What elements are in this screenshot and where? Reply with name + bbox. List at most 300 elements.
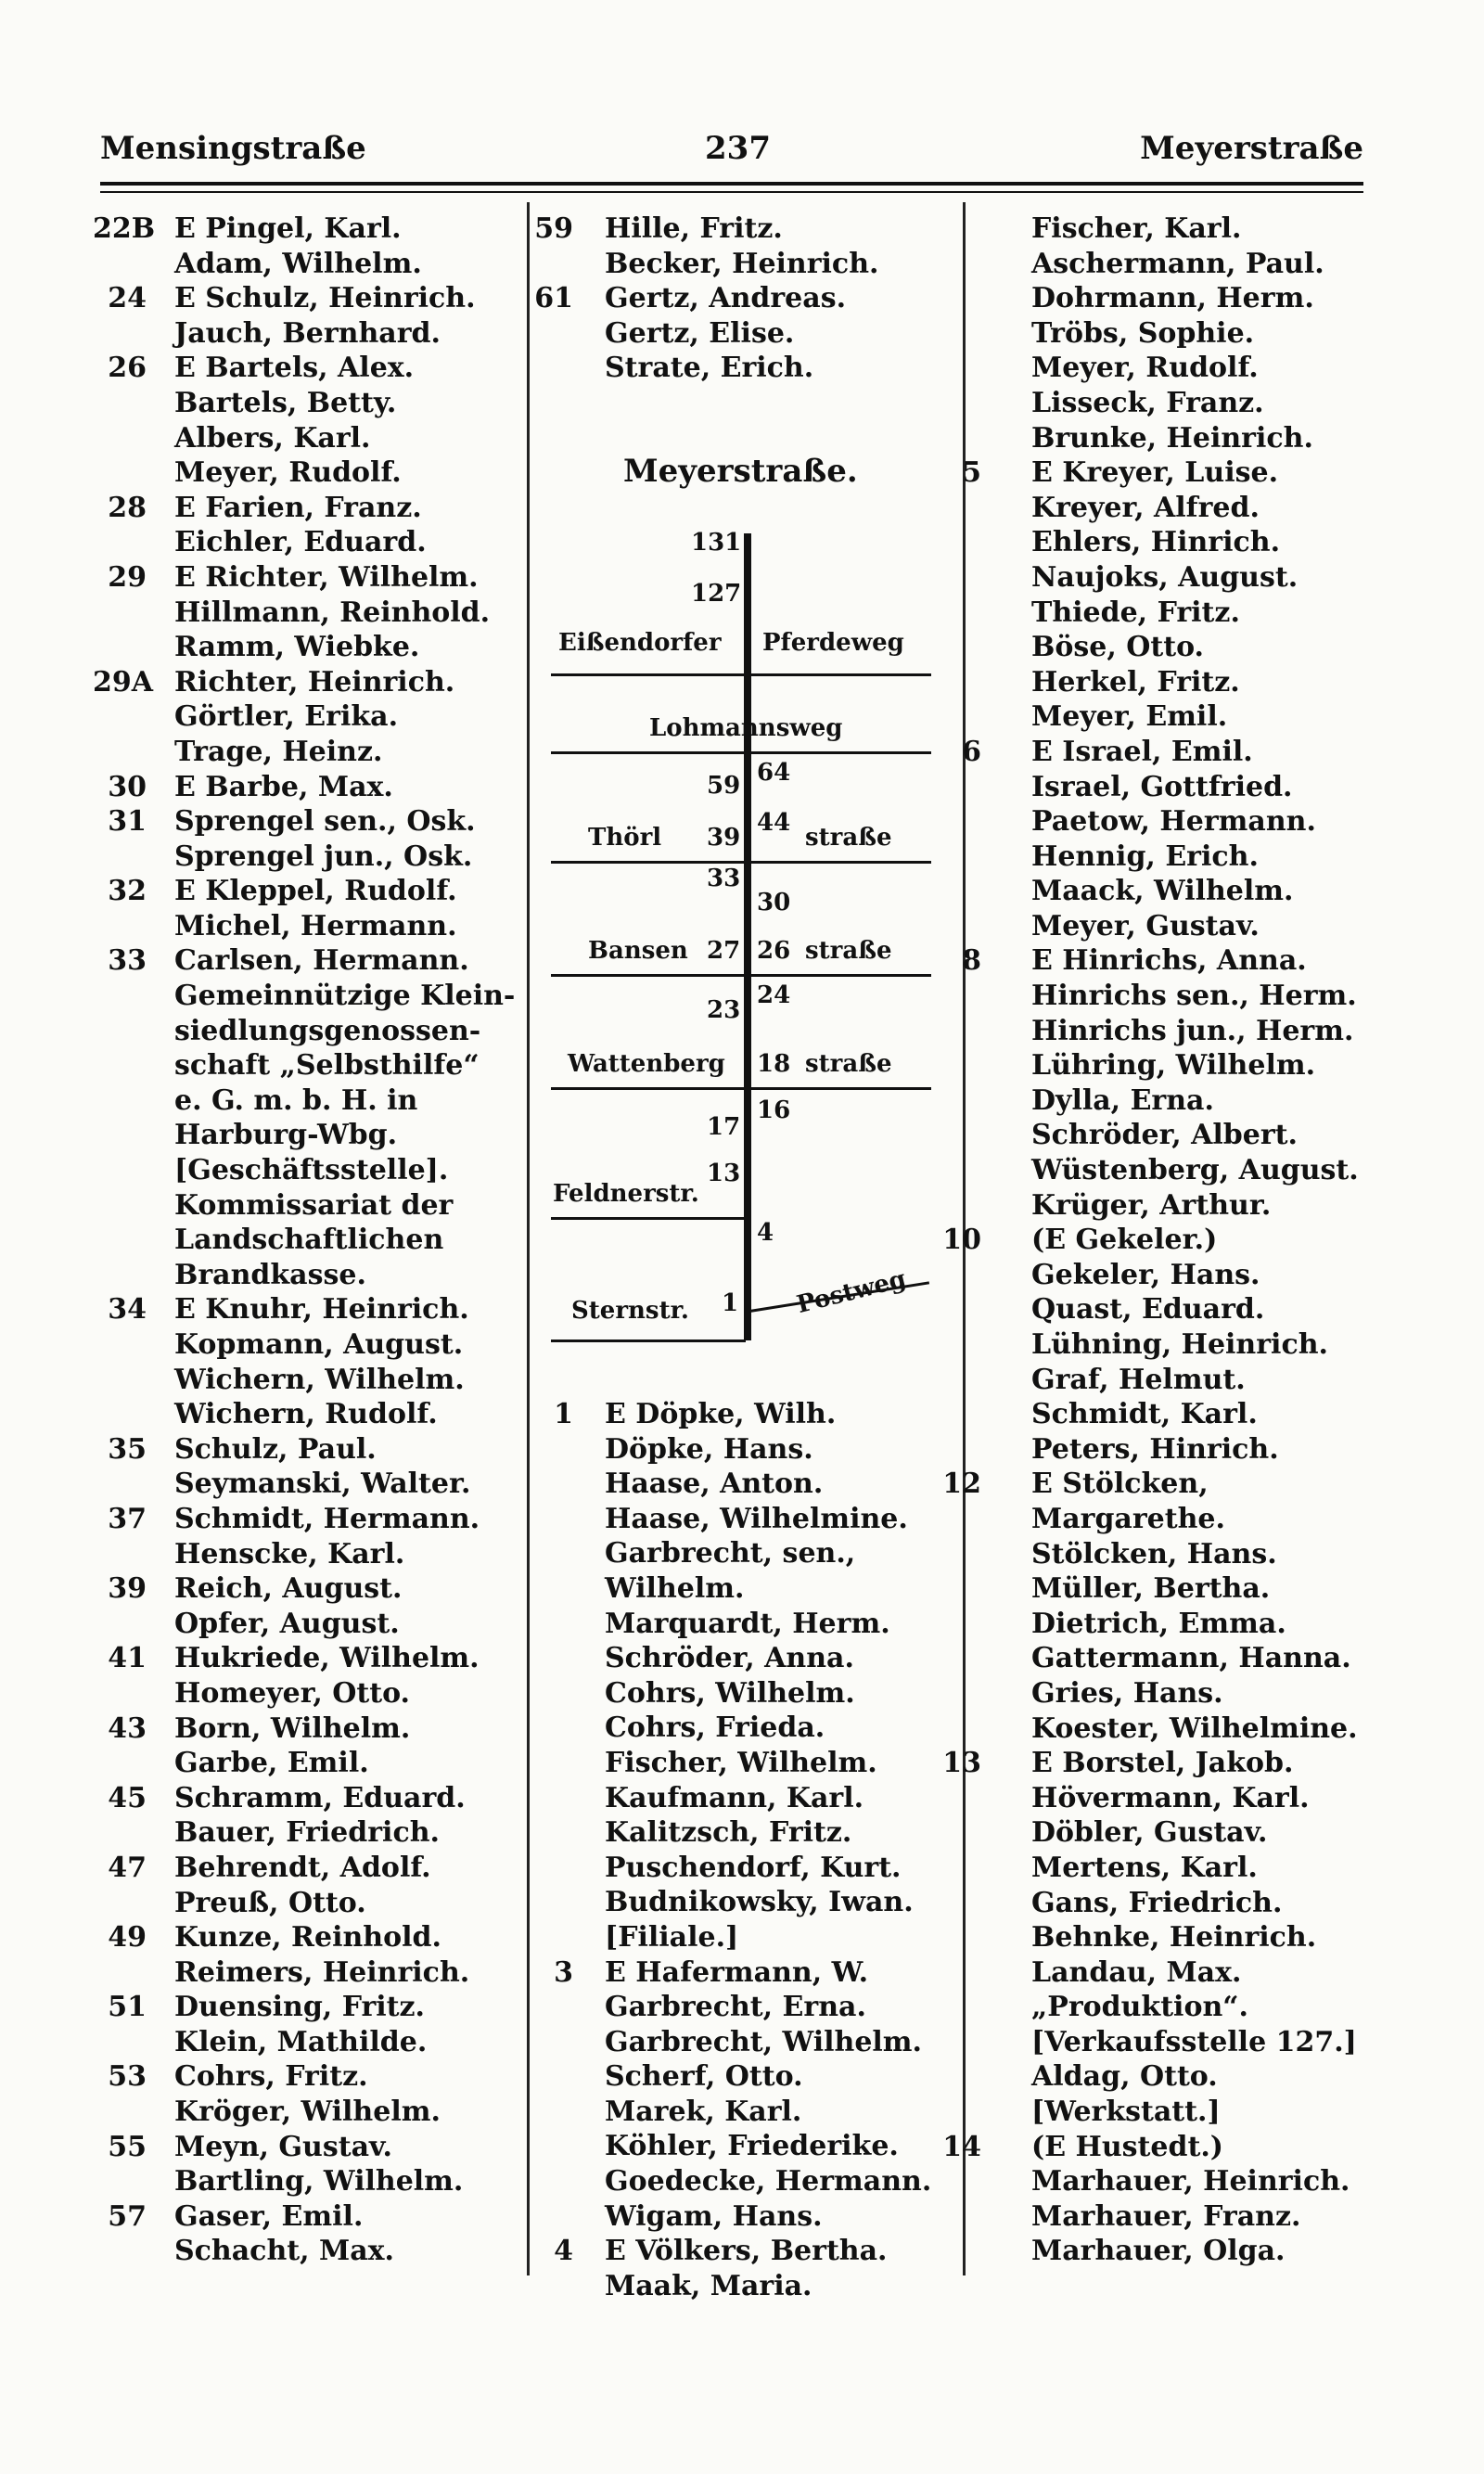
resident-name: Born, Wilhelm. [174,1711,411,1745]
header-left-street: Mensingstraße [100,130,366,167]
resident-name: Kopmann, August. [174,1328,464,1361]
resident-name: Herkel, Fritz. [1031,665,1240,699]
resident-name: Böse, Otto. [1031,631,1205,664]
cross-street-line [551,974,931,977]
resident-name: E Knuhr, Heinrich. [174,1293,469,1327]
resident-name: Landau, Max. [1031,1955,1242,1989]
directory-entry [928,1571,1391,1607]
cross-street-line [551,751,931,754]
resident-name: Bauer, Friedrich. [174,1816,440,1850]
street-title: Meyerstraße. [623,453,858,490]
house-number: 53 [108,2060,147,2094]
directory-entry [928,1363,1391,1398]
directory-entry [928,1223,1391,1258]
directory-entry [928,316,1391,352]
directory-entry [93,281,529,316]
resident-name: Cohrs, Fritz. [174,2060,368,2094]
house-number: 32 [108,875,147,908]
resident-name: Dohrmann, Herm. [1031,282,1314,315]
directory-entry [519,1397,965,1432]
resident-name: Krüger, Arthur. [1031,1188,1272,1222]
header-rule-thin [100,191,1363,193]
resident-name: E Döpke, Wilh. [605,1398,837,1430]
resident-name: Ramm, Wiebke. [174,631,420,664]
directory-entry [93,1258,529,1293]
directory-entry [928,1851,1391,1886]
directory-entry [519,2164,965,2199]
directory-entry [93,874,529,909]
house-number: 24 [108,282,147,315]
directory-entry [93,351,529,386]
resident-name: E Borstel, Jakob. [1031,1747,1294,1780]
resident-name: Sprengel sen., Osk. [174,805,476,839]
resident-name: Aldag, Otto. [1031,2060,1218,2094]
directory-entry [928,735,1391,770]
directory-entry [93,1990,529,2025]
resident-name: Seymanski, Walter. [174,1468,471,1501]
directory-entry [928,1083,1391,1119]
directory-entry [93,2164,529,2199]
cross-street-label: Bansen [588,937,688,965]
directory-entry [928,1920,1391,1955]
resident-name: E Kreyer, Luise. [1031,456,1279,490]
resident-name: Schulz, Paul. [174,1432,377,1466]
directory-entry [928,1432,1391,1468]
house-number: 8 [962,944,981,978]
directory-entry [93,2130,529,2165]
resident-name: Haase, Wilhelmine. [605,1502,908,1535]
directory-entry [93,1188,529,1224]
house-number: 16 [757,1096,791,1124]
resident-name: Garbrecht, Wilhelm. [605,2025,922,2058]
house-number: 131 [691,529,742,557]
directory-entry [93,2025,529,2060]
directory-entry [519,1746,965,1781]
house-number: 34 [108,1293,147,1327]
directory-entry [93,1711,529,1747]
directory-entry [928,2234,1391,2269]
resident-name: Michel, Hermann. [174,909,457,942]
cross-street-label: Postweg [794,1264,909,1320]
cross-street-label: Pferdeweg [762,629,904,657]
cross-street-line [551,1087,931,1090]
resident-name: Klein, Mathilde. [174,2025,428,2058]
resident-name: Meyer, Gustav. [1031,909,1260,942]
directory-entry [519,1920,965,1955]
directory-entry [928,2199,1391,2235]
directory-entry [928,1014,1391,1049]
house-number: 30 [108,770,147,803]
directory-entry [93,909,529,944]
house-number: 29 [108,560,147,594]
resident-name: E Farien, Franz. [174,491,422,524]
house-number: 28 [108,491,147,524]
resident-name: Döpke, Hans. [605,1432,813,1466]
resident-name: E Hinrichs, Anna. [1031,944,1307,978]
resident-name: Puschendorf, Kurt. [605,1851,902,1884]
resident-name: Graf, Helmut. [1031,1363,1246,1396]
house-number: 29A [93,665,154,699]
house-number: 14 [942,2130,981,2163]
resident-name: Kröger, Wilhelm. [174,2096,441,2129]
resident-name: Margarethe. [1031,1502,1225,1535]
directory-entry [519,2059,965,2095]
directory-entry [928,1955,1391,1991]
resident-name: Harburg-Wbg. [174,1119,398,1152]
resident-name: Strate, Erich. [605,352,814,385]
resident-name: Meyer, Rudolf. [1031,352,1259,385]
resident-name: Brunke, Heinrich. [1031,421,1313,455]
directory-entry [93,247,529,282]
directory-entry [928,491,1391,526]
resident-name: E Israel, Emil. [1031,735,1253,768]
resident-name: E Kleppel, Rudolf. [174,875,457,908]
house-number: 13 [707,1160,741,1187]
resident-name: Schröder, Anna. [605,1642,854,1675]
directory-entry [928,1397,1391,1432]
resident-name: Eichler, Eduard. [174,526,427,559]
resident-name: Dietrich, Emma. [1031,1607,1286,1640]
resident-name: Adam, Wilhelm. [174,247,422,280]
house-number: 55 [108,2130,147,2163]
directory-entry [928,804,1391,840]
directory-entry [519,2269,965,2304]
directory-entry [93,596,529,631]
column-1-entries [93,212,529,2269]
directory-entry [93,316,529,352]
directory-entry [93,630,529,665]
directory-entry [928,2130,1391,2165]
resident-name: Maack, Wilhelm. [1031,875,1294,908]
resident-name: Dylla, Erna. [1031,1083,1214,1117]
resident-name: Kaufmann, Karl. [605,1781,864,1814]
resident-name: Hille, Fritz. [605,212,783,245]
house-number: 59 [707,772,741,800]
directory-entry [519,1536,965,1571]
street-diagram [547,519,955,1354]
resident-name: Haase, Anton. [605,1468,824,1501]
header-right-street: Meyerstraße [1140,130,1363,167]
resident-name: Kunze, Reinhold. [174,1921,441,1955]
resident-name: Cohrs, Frieda. [605,1711,825,1745]
resident-name: Sprengel jun., Osk. [174,840,473,873]
resident-name: Meyn, Gustav. [174,2130,392,2163]
resident-name: Henscke, Karl. [174,1537,405,1570]
resident-name: Tröbs, Sophie. [1031,316,1255,350]
resident-name: Lühning, Heinrich. [1031,1328,1328,1361]
house-number: 33 [707,865,741,892]
resident-name: [Geschäftsstelle]. [174,1154,449,1187]
resident-name: Hinrichs jun., Herm. [1031,1014,1354,1047]
directory-entry [93,491,529,526]
resident-name: Scherf, Otto. [605,2060,803,2094]
resident-name: Marquardt, Herm. [605,1607,890,1640]
directory-entry [928,840,1391,875]
directory-entry [93,560,529,596]
directory-entry [519,1676,965,1711]
directory-entry [93,1920,529,1955]
resident-name: E Hafermann, W. [605,1955,869,1989]
directory-entry [519,1851,965,1886]
house-number: 51 [108,1991,147,2024]
directory-entry [928,596,1391,631]
resident-name: E Barbe, Max. [174,770,393,803]
resident-name: Budnikowsky, Iwan. [605,1886,914,1919]
resident-name: [Werkstatt.] [1031,2096,1221,2129]
directory-entry [93,1083,529,1119]
directory-entry [928,874,1391,909]
directory-entry [928,281,1391,316]
house-number: 23 [707,996,741,1024]
resident-name: Paetow, Hermann. [1031,805,1316,839]
resident-name: Gans, Friedrich. [1031,1886,1283,1919]
resident-name: Hennig, Erich. [1031,840,1259,873]
resident-name: Marhauer, Heinrich. [1031,2165,1350,2198]
directory-entry [93,1363,529,1398]
directory-entry [93,2059,529,2095]
directory-entry [928,909,1391,944]
directory-entry [93,2199,529,2235]
resident-name: Wichern, Rudolf. [174,1398,438,1431]
directory-entry [93,665,529,700]
directory-entry [928,1537,1391,1572]
house-number: 49 [108,1921,147,1955]
directory-entry [93,1955,529,1991]
resident-name: Bartling, Wilhelm. [174,2165,464,2198]
directory-entry [928,1118,1391,1153]
resident-name: Wichern, Wilhelm. [174,1363,465,1396]
house-number: 44 [757,809,791,837]
directory-entry [928,560,1391,596]
cross-street-line [551,1217,746,1220]
resident-name: Köhler, Friederike. [605,2130,899,2163]
directory-entry [928,1746,1391,1781]
cross-street-label: Lohmannsweg [649,714,843,742]
resident-name: Behrendt, Adolf. [174,1851,431,1884]
directory-entry [93,1886,529,1921]
resident-name: Kalitzsch, Fritz. [605,1816,852,1850]
directory-entry [93,1432,529,1468]
directory-entry [93,1397,529,1432]
resident-name: Marhauer, Olga. [1031,2235,1286,2268]
resident-name: Duensing, Fritz. [174,1991,425,2024]
directory-entry [519,247,965,282]
directory-entry [93,2095,529,2130]
house-number: 4 [757,1219,774,1247]
house-number: 59 [534,212,573,245]
directory-entry [93,943,529,979]
directory-entry [93,1118,529,1153]
directory-entry [93,525,529,560]
directory-entry [93,699,529,735]
house-number: 18 [757,1050,791,1078]
directory-entry [93,1815,529,1851]
house-number: 39 [108,1572,147,1606]
resident-name: Marek, Karl. [605,2095,802,2128]
resident-name: Preuß, Otto. [174,1886,366,1919]
resident-name: „Produktion“. [1031,1991,1248,2024]
resident-name: Homeyer, Otto. [174,1676,410,1710]
directory-entry [519,1955,965,1991]
house-number: 31 [108,805,147,839]
directory-entry [93,1153,529,1188]
house-number: 41 [108,1642,147,1675]
directory-entry [519,1641,965,1676]
resident-name: Reimers, Heinrich. [174,1955,470,1989]
directory-entry [519,2095,965,2130]
directory-entry [519,2234,965,2269]
resident-name: Garbrecht, Erna. [605,1991,866,2024]
resident-name: Gries, Hans. [1031,1676,1223,1710]
house-number: 10 [942,1224,981,1257]
resident-name: Trage, Heinz. [174,735,383,768]
resident-name: Gattermann, Hanna. [1031,1642,1351,1675]
directory-entry [928,1327,1391,1363]
resident-name: Richter, Heinrich. [174,665,455,699]
directory-entry [928,421,1391,456]
resident-name: Aschermann, Paul. [1031,247,1324,280]
house-number: 33 [108,944,147,978]
directory-entry [928,1990,1391,2025]
resident-name: Schramm, Eduard. [174,1781,466,1814]
house-number: 1 [722,1289,739,1317]
directory-entry [928,1188,1391,1224]
resident-name: Thiede, Fritz. [1031,596,1240,629]
directory-entry [928,1815,1391,1851]
resident-name: siedlungsgenossen- [174,1014,481,1047]
directory-entry [928,1467,1391,1502]
resident-name: Ehlers, Hinrich. [1031,526,1281,559]
directory-entry [93,386,529,421]
directory-entry [93,840,529,875]
resident-name: Brandkasse. [174,1258,366,1291]
resident-name: Meyer, Rudolf. [174,456,402,490]
house-number: 24 [757,981,791,1009]
header-rule [100,182,1363,186]
house-number: 26 [757,937,791,965]
directory-entry [93,770,529,805]
column-2-entries-top [519,212,965,386]
directory-entry [93,1223,529,1258]
resident-name: Albers, Karl. [174,421,371,455]
resident-name: Müller, Bertha. [1031,1572,1271,1606]
resident-name: Becker, Heinrich. [605,247,879,280]
directory-entry [928,212,1391,247]
directory-entry [928,1153,1391,1188]
directory-entry [93,1537,529,1572]
resident-name: Fischer, Karl. [1031,212,1242,245]
resident-name: Lisseck, Franz. [1031,386,1264,419]
resident-name: Reich, August. [174,1572,403,1606]
resident-name: (E Hustedt.) [1031,2130,1223,2163]
directory-entry [519,212,965,247]
house-number: 43 [108,1711,147,1745]
directory-entry [519,2199,965,2235]
directory-entry [519,1571,965,1607]
directory-entry [93,735,529,770]
house-number: 61 [534,282,573,315]
directory-entry [928,386,1391,421]
directory-entry [519,351,965,386]
directory-entry [928,1607,1391,1642]
cross-street-line [551,1340,746,1342]
resident-name: Gekeler, Hans. [1031,1258,1260,1291]
resident-name: [Verkaufsstelle 127.] [1031,2025,1357,2058]
directory-entry [93,979,529,1014]
resident-name: Garbrecht, sen., [605,1537,856,1570]
resident-name: (E Gekeler.) [1031,1224,1218,1257]
resident-name: Koester, Wilhelmine. [1031,1711,1358,1745]
resident-name: Quast, Eduard. [1031,1293,1265,1327]
house-number: 57 [108,2199,147,2233]
directory-entry [928,525,1391,560]
directory-entry [928,1781,1391,1816]
cross-street-label: Wattenberg [568,1050,725,1078]
directory-entry [928,2059,1391,2095]
directory-entry [928,1641,1391,1676]
directory-entry [928,1048,1391,1083]
directory-entry [928,1292,1391,1327]
house-number: 26 [108,352,147,385]
resident-name: E Stölcken, [1031,1468,1209,1501]
directory-entry [519,1432,965,1468]
directory-entry [928,943,1391,979]
resident-name: Carlsen, Hermann. [174,944,469,978]
cross-street-line [551,673,931,676]
resident-name: Goedecke, Hermann. [605,2165,932,2198]
resident-name: Stölcken, Hans. [1031,1537,1277,1570]
directory-entry [928,1676,1391,1711]
directory-entry [93,1641,529,1676]
directory-entry [928,1886,1391,1921]
cross-street-label: Eißendorfer [558,629,722,657]
resident-name: Marhauer, Franz. [1031,2199,1301,2233]
house-number: 13 [942,1747,981,1780]
directory-entry [93,1048,529,1083]
resident-name: Bartels, Betty. [174,386,397,419]
directory-entry [519,281,965,316]
house-number: 1 [554,1398,573,1430]
directory-entry [519,1815,965,1851]
directory-entry [928,2025,1391,2060]
directory-entry [93,1014,529,1049]
resident-name: E Richter, Wilhelm. [174,560,479,594]
resident-name: Lühring, Wilhelm. [1031,1049,1316,1083]
directory-entry [928,979,1391,1014]
house-number: 6 [962,735,981,768]
column-3-entries [928,212,1391,2269]
resident-name: Garbe, Emil. [174,1747,369,1780]
resident-name: Fischer, Wilhelm. [605,1746,877,1779]
cross-street-label: straße [805,1050,892,1078]
resident-name: Kreyer, Alfred. [1031,491,1260,524]
resident-name: Döbler, Gustav. [1031,1816,1268,1850]
house-number: 3 [554,1955,573,1989]
directory-entry [519,1885,965,1920]
directory-entry [93,2234,529,2269]
resident-name: [Filiale.] [605,1920,739,1954]
resident-name: Schmidt, Karl. [1031,1398,1258,1431]
resident-name: Görtler, Erika. [174,700,399,734]
directory-entry [519,2129,965,2164]
directory-entry [519,2025,965,2060]
cross-street-label: Sternstr. [571,1297,689,1325]
resident-name: Israel, Gottfried. [1031,770,1293,803]
directory-entry [928,1711,1391,1747]
resident-name: E Völkers, Bertha. [605,2235,888,2268]
resident-name: Cohrs, Wilhelm. [605,1676,855,1710]
resident-name: E Pingel, Karl. [174,212,402,245]
